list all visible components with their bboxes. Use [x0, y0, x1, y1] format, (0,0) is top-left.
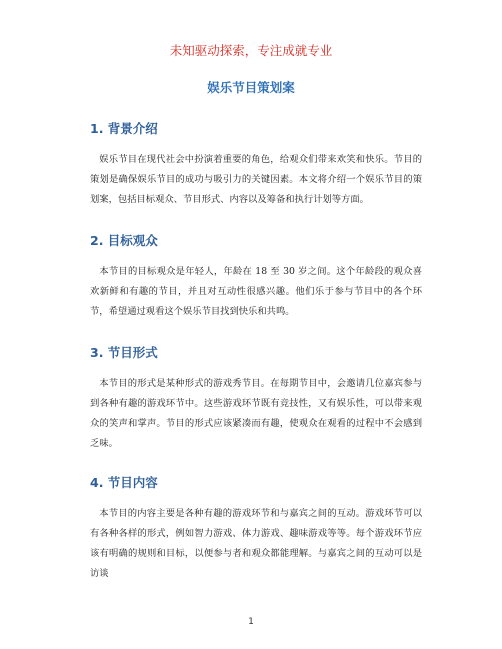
- section-paragraph-audience: 本节目的目标观众是年轻人，年龄在 18 至 30 岁之间。这个年龄段的观众喜欢新鲜和有趣的节目，并且对互动性很感兴趣。他们乐于参与节目中的各个环节，希望通过观看这个娱乐节目找到快乐和共鸣。: [90, 266, 422, 317]
- section-paragraph-format: 本节目的形式是某种形式的游戏秀节目。在每期节目中，会邀请几位嘉宾参与到各种有趣的游戏环节中。这些游戏环节既有竞技性，又有娱乐性，可以带来观众的笑声和掌声。节目的形式应该紧凑而有趣，使观众在观看的过程中不会感到乏味。: [90, 378, 422, 449]
- page-number: 1: [248, 617, 254, 627]
- section-paragraph-content: 本节目的内容主要是各种有趣的游戏环节和与嘉宾之间的互动。游戏环节可以有各种各样的形式，例如智力游戏、体力游戏、趣味游戏等等。每个游戏环节应该有明确的规则和目标，以便参与者和观众都能理解。与嘉宾之间的互动可以是访谈: [90, 508, 422, 579]
- section-heading-background: 1. 背景介绍: [90, 121, 158, 136]
- document-title: 娱乐节目策划案: [207, 80, 295, 95]
- header-slogan: 未知驱动探索，专注成就专业: [169, 43, 333, 58]
- section-paragraph-background: 娱乐节目在现代社会中扮演着重要的角色，给观众们带来欢笑和快乐。节目的策划是确保娱乐节目的成功与吸引力的关键因素。本文将介绍一个娱乐节目的策划案，包括目标观众、节目形式、内容以及筹备和执行计划等方面。: [90, 154, 422, 205]
- section-heading-format: 3. 节目形式: [90, 345, 158, 360]
- section-heading-audience: 2. 目标观众: [90, 233, 158, 248]
- section-heading-content: 4. 节目内容: [90, 475, 158, 490]
